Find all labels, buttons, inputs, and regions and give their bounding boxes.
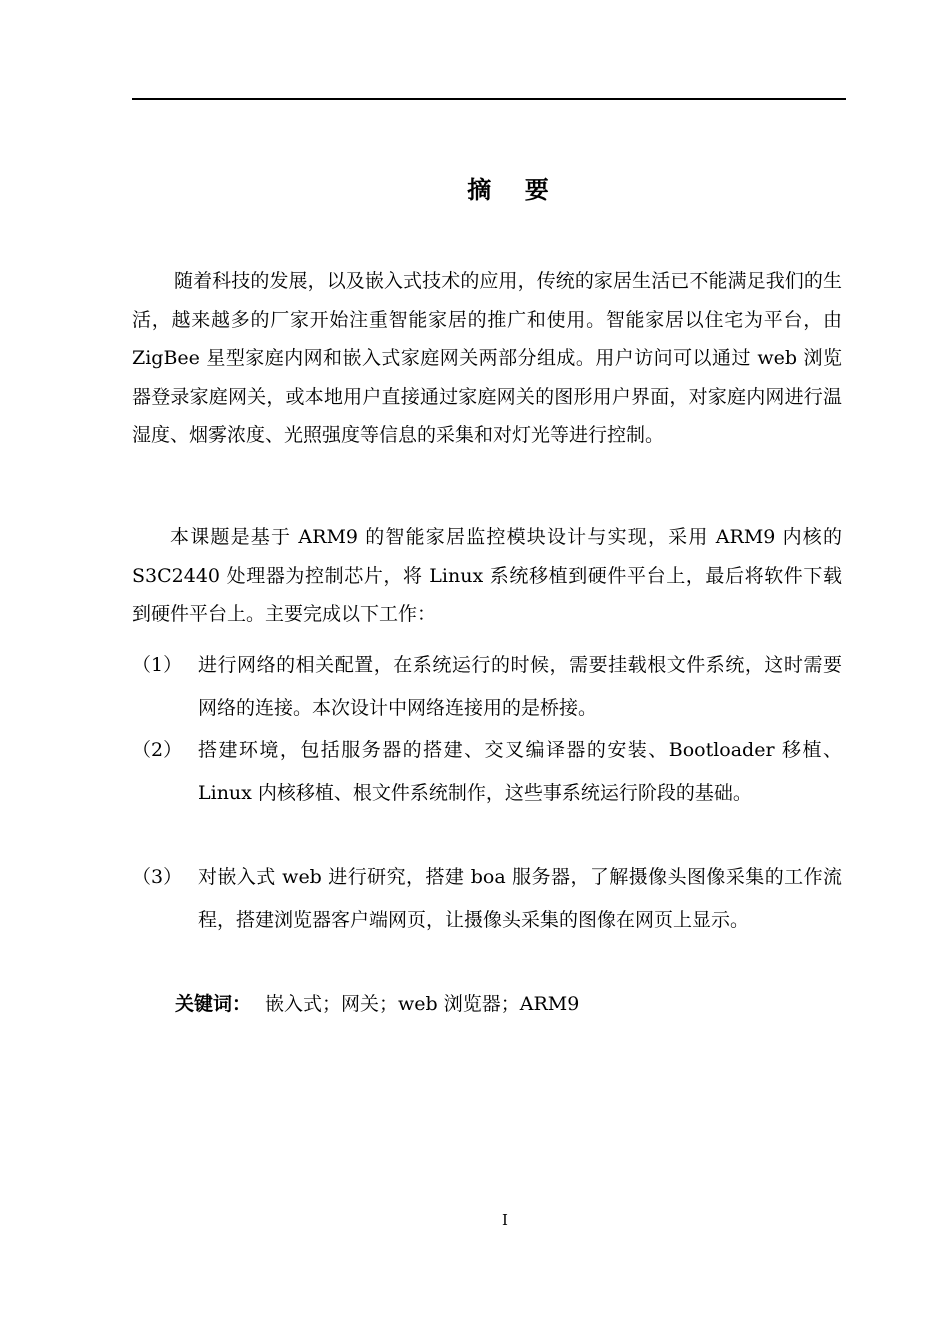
list-number: （3） [132,866,183,888]
page-number: I [502,1211,508,1229]
list-item-text: 进行网络的相关配置，在系统运行的时候，需要挂载根文件系统，这时需要网络的连接。本次设计中网络连接用的是桥接。 [198,654,842,719]
keywords-value: 嵌入式；网关；web 浏览器；ARM9 [265,993,580,1015]
list-item-text: 搭建环境，包括服务器的搭建、交叉编译器的安装、Bootloader 移植、Linux 内核移植、根文件系统制作，这些事系统运行阶段的基础。 [198,739,842,804]
list-number: （1） [132,654,183,676]
list-number: （2） [132,739,183,761]
list-item-2 [132,729,842,815]
list-item-text: 对嵌入式 web 进行研究，搭建 boa 服务器，了解摄像头图像采集的工作流程，搭建浏览器客户端网页，让摄像头采集的图像在网页上显示。 [198,866,842,931]
abstract-paragraph-1: 随着科技的发展，以及嵌入式技术的应用，传统的家居生活已不能满足我们的生活，越来越多的厂家开始注重智能家居的推广和使用。智能家居以住宅为平台，由 ZigBee 星型家庭内网和嵌入式家庭网关两部分组成。用户访问可以通过 web 浏览器登录家庭网关，或本地用户直接通过家庭网关的图形用户界面，对家庭内网进行温湿度、烟雾浓度、光照强度等信息的采集和对灯光等进行控制。 [132,270,842,446]
list-item-3 [132,856,842,942]
header-rule [132,98,846,100]
keywords-label: 关键词： [175,993,252,1015]
keywords-line [175,983,579,1026]
list-item-1 [132,644,842,730]
page-title: 摘 要 [467,176,549,204]
abstract-paragraph-2: 本课题是基于 ARM9 的智能家居监控模块设计与实现，采用 ARM9 内核的 S3C2440 处理器为控制芯片，将 Linux 系统移植到硬件平台上，最后将软件下载到硬件平台上。主要完成以下工作： [132,526,842,625]
